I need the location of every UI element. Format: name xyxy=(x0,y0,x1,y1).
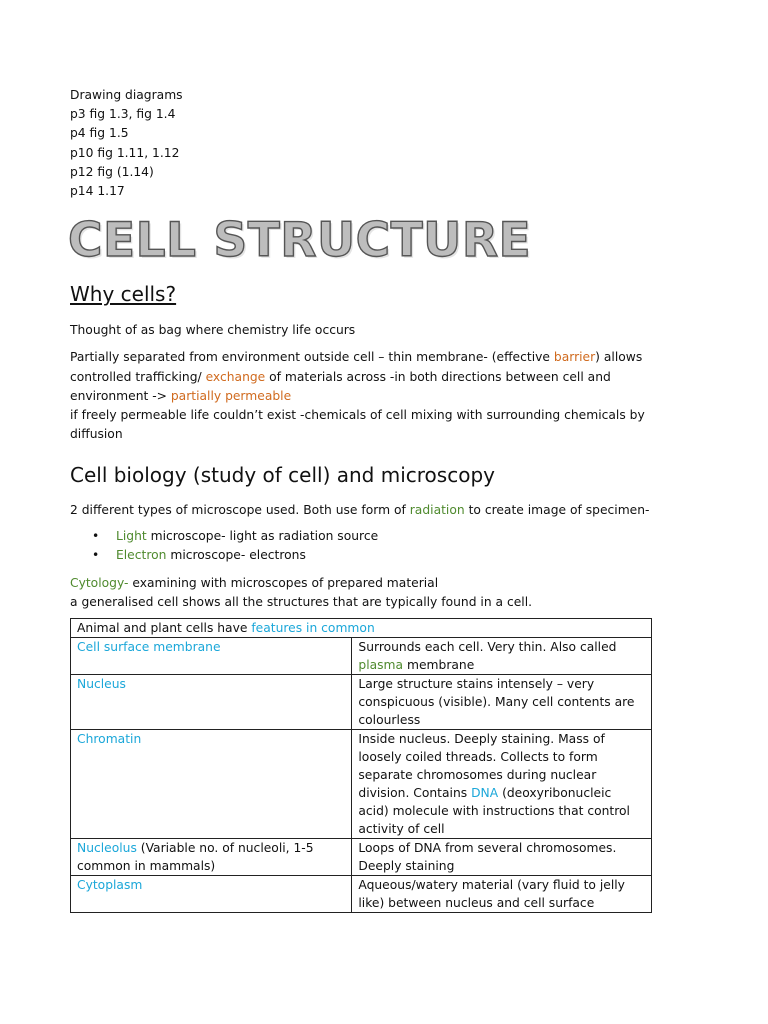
ref-line: p14 1.17 xyxy=(70,184,125,199)
table-header-row xyxy=(71,619,652,638)
bullet-icon: • xyxy=(92,547,100,562)
generalised-cell-line: a generalised cell shows all the structures that are typically found in a cell. xyxy=(70,595,533,610)
cell-biology-heading: Cell biology (study of cell) and microscopy xyxy=(70,463,495,488)
description-cell: Aqueous/watery material (vary fluid to jelly like) between nucleus and cell surface xyxy=(352,876,652,913)
text-run: Animal and plant cells have xyxy=(77,621,252,636)
text-run: 2 different types of microscope used. Both use form of xyxy=(70,503,410,518)
table-row xyxy=(71,730,652,839)
structure-cell xyxy=(71,876,352,913)
radiation-term: radiation xyxy=(409,503,465,518)
ref-line: p10 fig 1.11, 1.12 xyxy=(70,145,180,160)
text-run: (deoxyribonucleic acid) molecule with instructions that control activity of cell xyxy=(358,786,630,837)
why-paragraph-2 xyxy=(70,348,670,406)
structure-cell xyxy=(71,839,352,876)
electron-term: Electron xyxy=(116,547,167,562)
structure-term: Cytoplasm xyxy=(77,878,143,893)
microscope-list xyxy=(70,527,670,565)
text-run: Partially separated from environment outside cell – thin membrane- (effective xyxy=(70,350,554,365)
text-run: membrane xyxy=(403,658,475,673)
ref-line: p12 fig (1.14) xyxy=(70,164,154,179)
cytology-line xyxy=(70,574,670,593)
structure-term: Chromatin xyxy=(77,732,142,747)
why-cells-heading: Why cells? xyxy=(70,282,177,307)
why-paragraph-3: if freely permeable life couldn’t exist -chemicals of cell mixing with surrounding chemicals by diffusion xyxy=(70,408,645,442)
structure-cell xyxy=(71,638,352,675)
structure-cell xyxy=(71,730,352,839)
structure-cell xyxy=(71,675,352,730)
features-term: features in common xyxy=(251,621,375,636)
ref-line: p3 fig 1.3, fig 1.4 xyxy=(70,107,176,122)
structure-term: Nucleolus xyxy=(77,841,137,856)
list-item xyxy=(92,527,670,546)
list-item xyxy=(92,546,670,565)
text-run: of materials across -in both directions between cell and environment -> xyxy=(70,369,611,403)
partially-permeable-term: partially permeable xyxy=(170,388,292,403)
text-run: microscope- light as radiation source xyxy=(146,528,379,543)
text-run: examining with microscopes of prepared material xyxy=(128,576,439,591)
structure-term: Cell surface membrane xyxy=(77,640,221,655)
description-cell xyxy=(352,730,652,839)
ref-line: Drawing diagrams xyxy=(70,88,183,102)
description-cell: Loops of DNA from several chromosomes. Deeply staining xyxy=(352,839,652,876)
cell-features-table xyxy=(70,618,652,913)
microscope-intro xyxy=(70,501,670,520)
text-run: Surrounds each cell. Very thin. Also called xyxy=(358,640,617,655)
ref-line: p4 fig 1.5 xyxy=(70,126,129,141)
table-row xyxy=(71,675,652,730)
text-run: Inside nucleus. Deeply staining. Mass of loosely coiled threads. Collects to form separate chromosomes during nuclear division. Contains xyxy=(358,732,605,801)
barrier-term: barrier xyxy=(553,350,596,365)
table-row xyxy=(71,876,652,913)
text-run: microscope- electrons xyxy=(166,547,306,562)
dna-term: DNA xyxy=(471,786,499,801)
plasma-term: plasma xyxy=(358,658,404,673)
document-page xyxy=(70,86,670,913)
structure-term: Nucleus xyxy=(77,677,126,692)
page-title: CELL STRUCTURE xyxy=(68,213,532,269)
exchange-term: exchange xyxy=(205,369,266,384)
table-header-cell xyxy=(71,619,652,638)
figure-references xyxy=(70,86,670,201)
table-row xyxy=(71,638,652,675)
cytology-term: Cytology- xyxy=(70,576,129,591)
light-term: Light xyxy=(116,528,147,543)
description-cell: Large structure stains intensely – very conspicuous (visible). Many cell contents are colourless xyxy=(352,675,652,730)
text-run: to create image of specimen- xyxy=(464,503,650,518)
bullet-icon: • xyxy=(92,528,100,543)
text-run: (Variable no. of nucleoli, 1-5 common in mammals) xyxy=(77,841,314,874)
description-cell xyxy=(352,638,652,675)
table-row xyxy=(71,839,652,876)
text-run: ) allows controlled trafficking/ xyxy=(70,350,643,384)
why-paragraph-1: Thought of as bag where chemistry life occurs xyxy=(70,323,356,338)
